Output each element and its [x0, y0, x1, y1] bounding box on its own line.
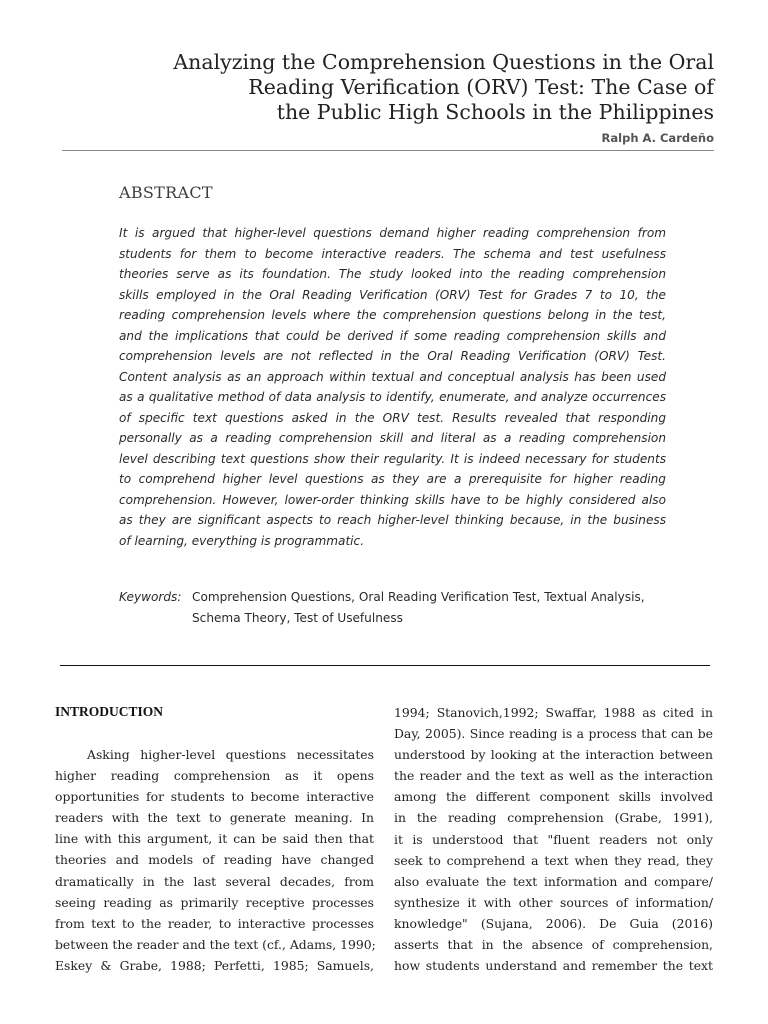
- abstract-line: theories serve as its foundation. The study looked into the reading comprehension: [119, 267, 666, 281]
- abstract-line: and the implications that could be derived if some reading comprehension skills and: [119, 328, 666, 343]
- abstract-line: students for them to become interactive readers. The schema and test usefulness: [119, 246, 666, 261]
- paper-title-line-1: Analyzing the Comprehension Questions in the Oral: [173, 50, 714, 74]
- body-line: theories and models of reading have changed: [55, 852, 374, 868]
- body-line: the reader and the text as well as the interaction: [394, 768, 713, 784]
- body-line: seeing reading as primarily receptive processes: [55, 894, 374, 910]
- abstract-heading: ABSTRACT: [119, 183, 213, 202]
- left-column: [55, 702, 374, 976]
- abstract-line: comprehension levels are not reflected in the Oral Reading Verification (ORV) Test.: [119, 349, 666, 363]
- abstract-line: level describing text questions show their regularity. It is indeed necessary for students: [119, 451, 666, 466]
- abstract-line: It is argued that higher-level questions demand higher reading comprehension from: [119, 226, 666, 240]
- abstract-body: [119, 223, 666, 551]
- author-name: Ralph A. Cardeño: [601, 131, 714, 145]
- body-line: also evaluate the text information and compare/: [394, 873, 713, 889]
- body-line: readers with the text to generate meaning. In: [55, 810, 374, 826]
- body-line: it is understood that "fluent readers not only: [394, 831, 713, 847]
- abstract-line: as they are significant aspects to reach higher-level thinking because, in the business: [119, 513, 666, 527]
- body-line: how students understand and remember the text: [394, 958, 713, 974]
- body-line: Eskey & Grabe, 1988; Perfetti, 1985; Samuels,: [55, 957, 374, 973]
- keywords-block: [119, 587, 679, 629]
- introduction-heading: INTRODUCTION: [55, 704, 164, 719]
- abstract-line: personally as a reading comprehension skill and literal as a reading comprehension: [119, 431, 666, 445]
- abstract-line: as a qualitative method of data analysis to identify, enumerate, and analyze occurrences: [119, 390, 666, 404]
- body-line: higher reading comprehension as it opens: [55, 768, 374, 784]
- right-column: [394, 702, 713, 976]
- abstract-line: skills employed in the Oral Reading Verification (ORV) Test for Grades 7 to 10, the: [119, 287, 666, 302]
- title-divider: [62, 150, 714, 151]
- paper-title-line-2: Reading Verification (ORV) Test: The Case of: [248, 75, 714, 99]
- body-line: dramatically in the last several decades, from: [55, 873, 374, 889]
- body-line: synthesize it with other sources of information/: [394, 894, 713, 910]
- abstract-line: reading comprehension levels where the comprehension questions belong in the test,: [119, 308, 666, 322]
- keywords-text-1: Comprehension Questions, Oral Reading Verification Test, Textual Analysis,: [192, 590, 645, 604]
- section-divider: [60, 665, 710, 666]
- body-line: Asking higher-level questions necessitates: [87, 747, 374, 762]
- body-line: seek to comprehend a text when they read, they: [394, 852, 713, 868]
- title-block: [114, 50, 714, 145]
- abstract-line: Content analysis as an approach within textual and conceptual analysis has been used: [119, 369, 666, 384]
- body-line: asserts that in the absence of comprehension,: [394, 937, 713, 953]
- keywords-line-1: [119, 587, 679, 608]
- paper-title-line-3: the Public High Schools in the Philippines: [276, 100, 714, 124]
- body-line: line with this argument, it can be said then that: [55, 831, 374, 847]
- body-line: Day, 2005). Since reading is a process that can be: [394, 726, 713, 742]
- body-line: 1994; Stanovich,1992; Swaffar, 1988 as cited in: [394, 705, 713, 720]
- body-line: from text to the reader, to interactive processes: [55, 915, 374, 931]
- body-line: opportunities for students to become interactive: [55, 789, 374, 805]
- keywords-label: Keywords:: [119, 590, 182, 604]
- body-line: in the reading comprehension (Grabe, 1991),: [394, 810, 713, 826]
- abstract-line: comprehension. However, lower-order thinking skills have to be highly considered also: [119, 492, 666, 507]
- body-line: between the reader and the text (cf., Adams, 1990;: [55, 936, 376, 952]
- keywords-text-2: Schema Theory, Test of Usefulness: [192, 611, 403, 625]
- abstract-line: of learning, everything is programmatic.: [119, 533, 365, 548]
- body-line: among the different component skills involved: [394, 789, 713, 805]
- body-line: understood by looking at the interaction between: [394, 747, 713, 763]
- body-line: knowledge" (Sujana, 2006). De Guia (2016): [394, 915, 713, 931]
- abstract-line: to comprehend higher level questions as they are a prerequisite for higher reading: [119, 472, 666, 486]
- abstract-line: of specific text questions asked in the ORV test. Results revealed that responding: [119, 410, 666, 425]
